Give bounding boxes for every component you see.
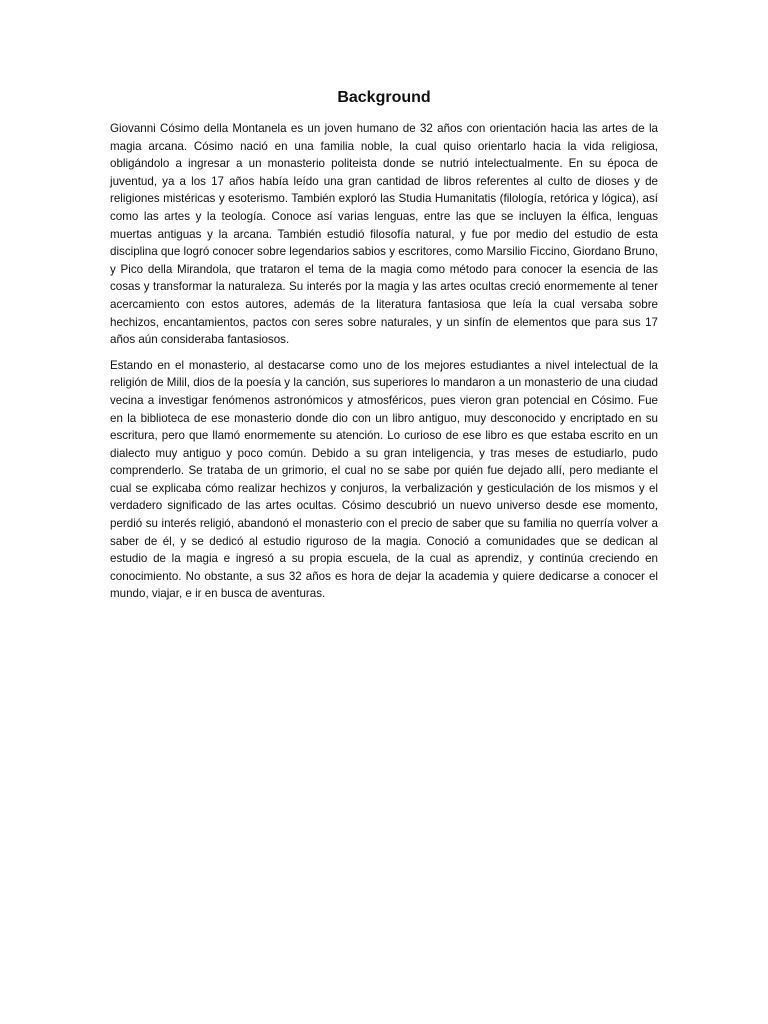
document-title: Background [337,89,431,106]
document-body [110,86,658,611]
paragraph-1: Giovanni Cósimo della Montanela es un joven humano de 32 años con orientación hacia las artes de la magia arcana. Cósimo nació en una familia noble, la cual quiso orientarlo hacia la vida religiosa, obligándolo a ingresar a un monasterio politeista donde se nutrió intelectualmente. En su época de juventud, ya a los 17 años había leído una gran cantidad de libros referentes al culto de dioses y de religiones mistéricas y esoterismo. También exploró las Studia Humanitatis (filología, retórica y lógica), así como las artes y la teología. Conoce así varias lenguas, entre las que se incluyen la élfica, lenguas muertas antiguas y la arcana. También estudió filosofía natural, y fue por medio del estudio de esta disciplina que logró conocer sobre legendarios sabios y escritores, como Marsilio Ficcino, Giordano Bruno, y Pico della Mirandola, que trataron el tema de la magia como método para conocer la esencia de las cosas y transformar la naturaleza. Su interés por la magia y las artes ocultas creció enormemente al tener acercamiento con estos autores, además de la literatura fantasiosa que leía la cual versaba sobre hechizos, encantamientos, pactos con seres sobre naturales, y un sinfín de elementos que para sus 17 años aún consideraba fantasiosos. [110,122,658,347]
paragraph-2: Estando en el monasterio, al destacarse como uno de los mejores estudiantes a nivel intelectual de la religión de Milil, dios de la poesía y la canción, sus superiores lo mandaron a un monasterio de una ciudad vecina a investigar fenómenos astronómicos y atmosféricos, pues vieron gran potencial en Cósimo. Fue en la biblioteca de ese monasterio donde dio con un libro antiguo, muy desconocido y encriptado en su escritura, pero que llamó enormemente su atención. Lo curioso de ese libro es que estaba escrito en un dialecto muy antiguo y poco común. Debido a su gran inteligencia, y tras meses de estudiarlo, pudo comprenderlo. Se trataba de un grimorio, el cual no se sabe por quién fue dejado allí, pero mediante el cual se explicaba cómo realizar hechizos y conjuros, la verbalización y gesticulación de los mismos y el verdadero significado de las artes ocultas. Cósimo descubrió un nuevo universo desde ese momento, perdió su interés religió, abandonó el monasterio con el precio de saber que su familia no querría volver a saber de él, y se dedicó al estudio riguroso de la magia. Conoció a comunidades que se dedican al estudio de la magia e ingresó a su propia escuela, de la cual as aprendiz, y continúa creciendo en conocimiento. No obstante, a sus 32 años es hora de dejar la academia y quiere dedicarse a conocer el mundo, viajar, e ir en busca de aventuras. [110,358,658,601]
